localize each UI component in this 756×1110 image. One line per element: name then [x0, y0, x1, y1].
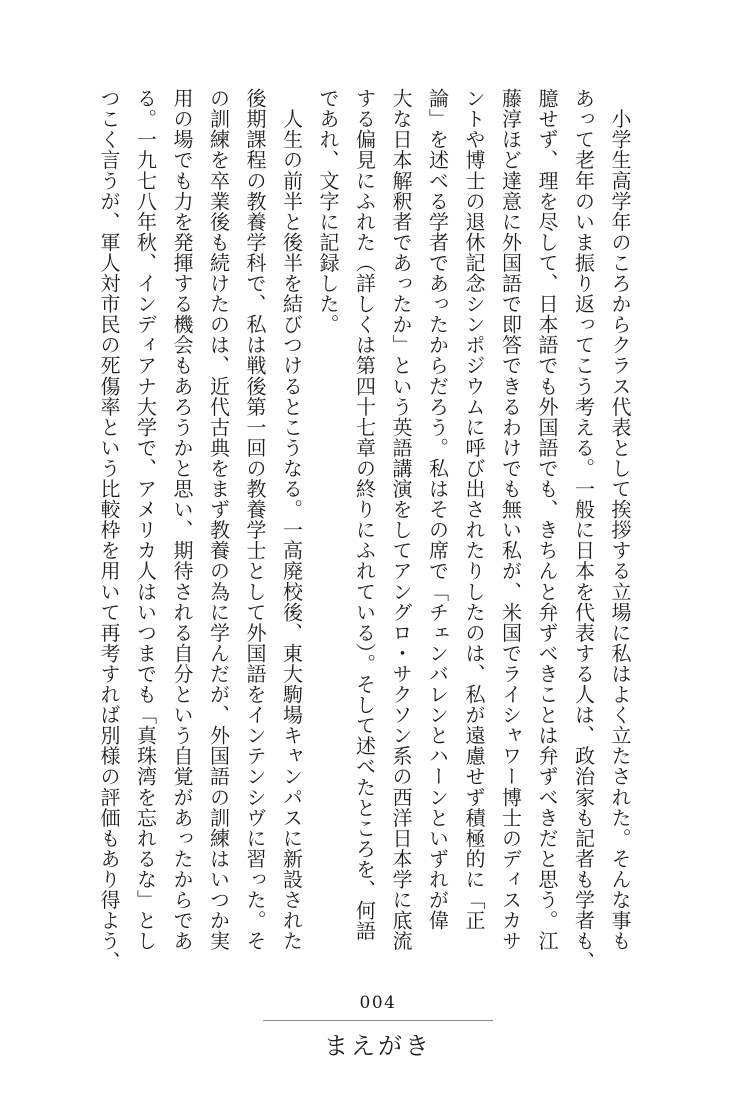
page-title: まえがき	[324, 1032, 432, 1060]
text-column: する偏見にふれた（詳しくは第四十七章の終りにふれている）。そして述べたところを、何語	[352, 88, 377, 942]
text-column: 臆せず、理を尽して、日本語でも外国語でも、きちんと弁ずべきことは弁ずべきだと思う。江	[535, 88, 559, 952]
text-column: 大な日本解釈者であったか」という英語講演をしてアングロ・サクソン系の西洋日本学に底流	[389, 88, 413, 952]
text-column: つこく言うが、軍人対市民の死傷率という比較枠を用いて再考すれば別様の評価もあり得よう、	[97, 88, 121, 972]
text-column: 人生の前半と後半を結びつけるとこうなる。一高廃校後、東大駒場キャンパスに新設された	[279, 88, 304, 952]
body-text	[91, 88, 639, 988]
text-column: 小学生高学年のころからクラス代表として挨拶する立場に私はよく立たされた。そんな事も	[608, 88, 632, 952]
text-column: 用の場でも力を発揮する機会もあろうかと思い、期待される自分という自覚があったからであ	[170, 88, 194, 952]
text-column: ントや博士の退休記念シンポジウムに呼び出されたりしたのは、私が遠慮せず積極的に「正	[462, 88, 486, 931]
text-column: であれ、文字に記録した。	[316, 88, 340, 335]
text-column: 藤淳ほど達意に外国語で即答できるわけでも無い私が、米国でライシャワー博士のディスカサ	[498, 88, 523, 952]
text-column: あって老年のいま振り返ってこう考える。一般に日本を代表する人は、政治家も記者も学者も、	[571, 88, 596, 972]
text-column: 論」を述べる学者であったからだろう。私はその席で「チェンバレンとハーンといずれが偉	[425, 88, 450, 931]
page-number: 004	[359, 993, 397, 1013]
text-column: の訓練を卒業後も続けたのは、近代古典をまず教養の為に学んだが、外国語の訓練はいつか実	[206, 88, 231, 952]
text-column: る。一九七八年秋、インディアナ大学で、アメリカ人はいつまでも「真珠湾を忘れるな」とし	[133, 88, 158, 952]
footer-rule	[263, 1020, 493, 1021]
text-column: 後期課程の教養学科で、私は戦後第一回の教養学士として外国語をインテンシヴに習った。そ	[243, 88, 267, 952]
